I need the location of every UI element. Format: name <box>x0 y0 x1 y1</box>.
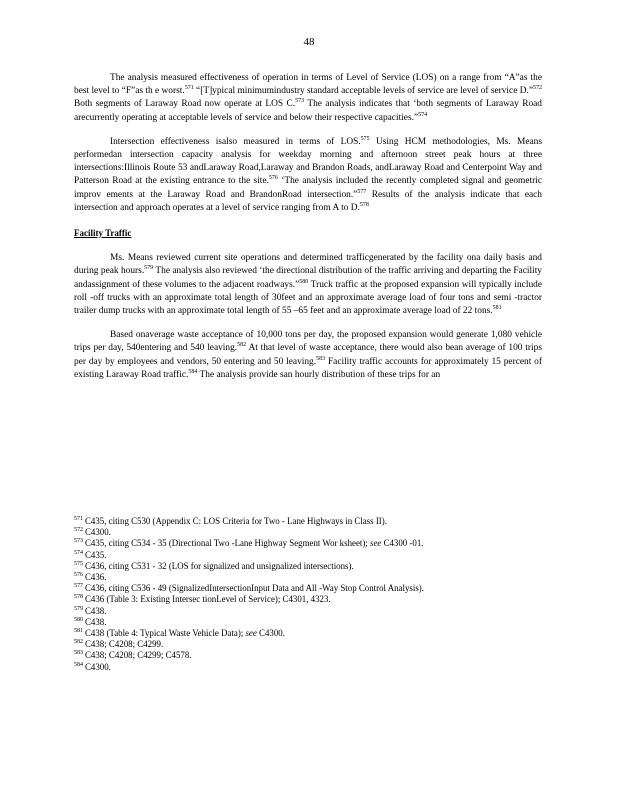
footnote-number: 579 <box>74 605 83 612</box>
footnote <box>74 561 542 572</box>
text: “[T]ypical minimumindustry standard acceptable levels of service are level of service D.” <box>193 86 533 97</box>
paragraph-intersection <box>74 136 542 215</box>
footnote-text: C4300. <box>85 527 111 538</box>
footnote-text: C436. <box>85 572 107 583</box>
footnote-ref: 581 <box>492 304 502 311</box>
footnote <box>74 550 542 561</box>
footnote <box>74 628 542 639</box>
footnote-signal: see <box>245 628 257 639</box>
footnote <box>74 639 542 650</box>
footnote-text: C435, citing C534 - 35 (Directional Two -Lane Highway Segment Wor ksheet); <box>85 538 368 549</box>
footnote-ref: 580 <box>299 278 309 285</box>
footnote <box>74 538 542 549</box>
footnote <box>74 572 542 583</box>
text: Using HCM methodologies, Ms. Means performedan intersection capacity analysis for weekday morning and afternoon street peak hours at three intersections:Illinois Route 53 andLaraway Road,Laraway and Brandon Roads, andLaraway Road and Centerpoint Way and Patterson Road at the existing entrance to the site. <box>74 136 543 187</box>
footnote <box>74 583 542 594</box>
footnote-number: 575 <box>74 560 83 567</box>
footnote <box>74 527 542 538</box>
footnote-number: 583 <box>74 650 83 657</box>
footnote-text: C438. <box>85 605 107 616</box>
paragraph-facility-traffic <box>74 252 542 318</box>
footnote-ref: 575 <box>360 135 370 142</box>
text: The analysis measured effectiveness of operation in terms of Level of Service (LOS) on a range from “A”as the best level to “F”as th e worst. <box>74 73 542 97</box>
footnote <box>74 650 542 661</box>
footnote-number: 584 <box>74 661 83 668</box>
footnote-number: 572 <box>74 527 83 534</box>
text: ‘The analysis included the recently completed signal and geometric improv ements at the Laraway Road and BrandonRoad intersection.” <box>74 176 542 200</box>
footnote-ref: 576 <box>268 175 278 182</box>
text: Intersection effectiveness isalso measured in terms of LOS. <box>110 136 361 147</box>
footnote-ref: 583 <box>316 355 326 362</box>
footnote-number: 581 <box>74 628 83 635</box>
footnotes <box>74 516 542 673</box>
footnote-number: 576 <box>74 572 83 579</box>
footnote-ref: 577 <box>357 188 367 195</box>
footnote-ref: 571 <box>184 85 194 92</box>
footnote-text: C4300. <box>256 628 285 639</box>
footnote-number: 573 <box>74 538 83 545</box>
footnote-number: 580 <box>74 616 83 623</box>
footnote-text: C435. <box>85 549 107 560</box>
text: Ms. Means reviewed current site operations and determined trafficgenerated by the facility ona daily basis and during peak hours. <box>74 253 542 277</box>
footnote-text: C436, citing C531 - 32 (LOS for signalized and unsignalized intersections). <box>85 560 354 571</box>
section-heading: Facility Traffic <box>74 228 132 239</box>
footnote <box>74 606 542 617</box>
footnote-ref: 578 <box>359 201 369 208</box>
footnote-number: 578 <box>74 594 83 601</box>
footnote-text: C435, citing C530 (Appendix C: LOS Criteria for Two - Lane Highways in Class II). <box>85 516 387 526</box>
text: Results of the analysis indicate that each intersection and approach operates at a level of service ranging from A to D. <box>74 189 542 213</box>
paragraph-los-segments <box>74 72 542 125</box>
footnote <box>74 594 542 605</box>
footnote-ref: 582 <box>237 342 247 349</box>
footnote-ref: 574 <box>418 111 428 118</box>
text: The analysis provide san hourly distribution of these trips for an <box>197 369 441 380</box>
footnote-text: C436 (Table 3: Existing Intersec tionLevel of Service); C4301, 4323. <box>85 594 331 605</box>
footnote <box>74 617 542 628</box>
page-number: 48 <box>303 36 315 48</box>
footnote-signal: see <box>370 538 382 549</box>
footnote-text: C4300. <box>85 661 111 672</box>
footnote <box>74 516 542 527</box>
text: The analysis also reviewed ‘the directional distribution of the traffic arriving and departing the Facility andassignment of these volumes to the adjacent roadways.” <box>74 266 542 290</box>
footnote-text: C438; C4208; C4299; C4578. <box>85 650 192 661</box>
body-text <box>74 72 542 393</box>
footnote-number: 574 <box>74 549 83 556</box>
text: Both segments of Laraway Road now operate at LOS C. <box>74 99 296 110</box>
footnote-ref: 572 <box>533 85 542 92</box>
footnote-ref: 584 <box>188 368 198 375</box>
footnote-text: C436, citing C536 - 49 (SignalizedIntersectionInput Data and All -Way Stop Control Analysis). <box>85 583 424 594</box>
footnote-number: 577 <box>74 583 83 590</box>
text: Facility traffic accounts for approximately 15 percent of existing Laraway Road traffic. <box>74 356 542 380</box>
footnote <box>74 662 542 673</box>
paragraph-waste-acceptance <box>74 329 542 382</box>
footnote-number: 571 <box>74 516 83 523</box>
footnote-ref: 579 <box>144 265 154 272</box>
text: Truck traffic at the proposed expansion will typically include roll -off trucks with an approximate total length of 30feet and an approximate average load of four tons and semi -tractor trailer dump trucks with an approximate total length of 55 –65 feet and an approximate average load of 22 tons. <box>74 279 542 317</box>
footnote-text: C438; C4208; C4299. <box>85 639 164 650</box>
footnote-text: C4300 -01. <box>381 538 424 549</box>
footnote-number: 582 <box>74 639 83 646</box>
footnote-text: C438. <box>85 616 107 627</box>
text: The analysis indicates that ‘both segments of Laraway Road arecurrently operating at acceptable levels of service and below their respective capacities.” <box>74 99 542 123</box>
footnote-ref: 573 <box>295 98 305 105</box>
text: Based onaverage waste acceptance of 10,000 tons per day, the proposed expansion would generate 1,080 vehicle trips per day, 540entering and 540 leaving. <box>74 330 542 354</box>
footnote-text: C438 (Table 4: Typical Waste Vehicle Data); <box>85 628 244 639</box>
text: At that level of waste acceptance, there would also bean average of 100 trips per day by employees and vendors, 50 entering and 50 leaving. <box>74 343 542 367</box>
